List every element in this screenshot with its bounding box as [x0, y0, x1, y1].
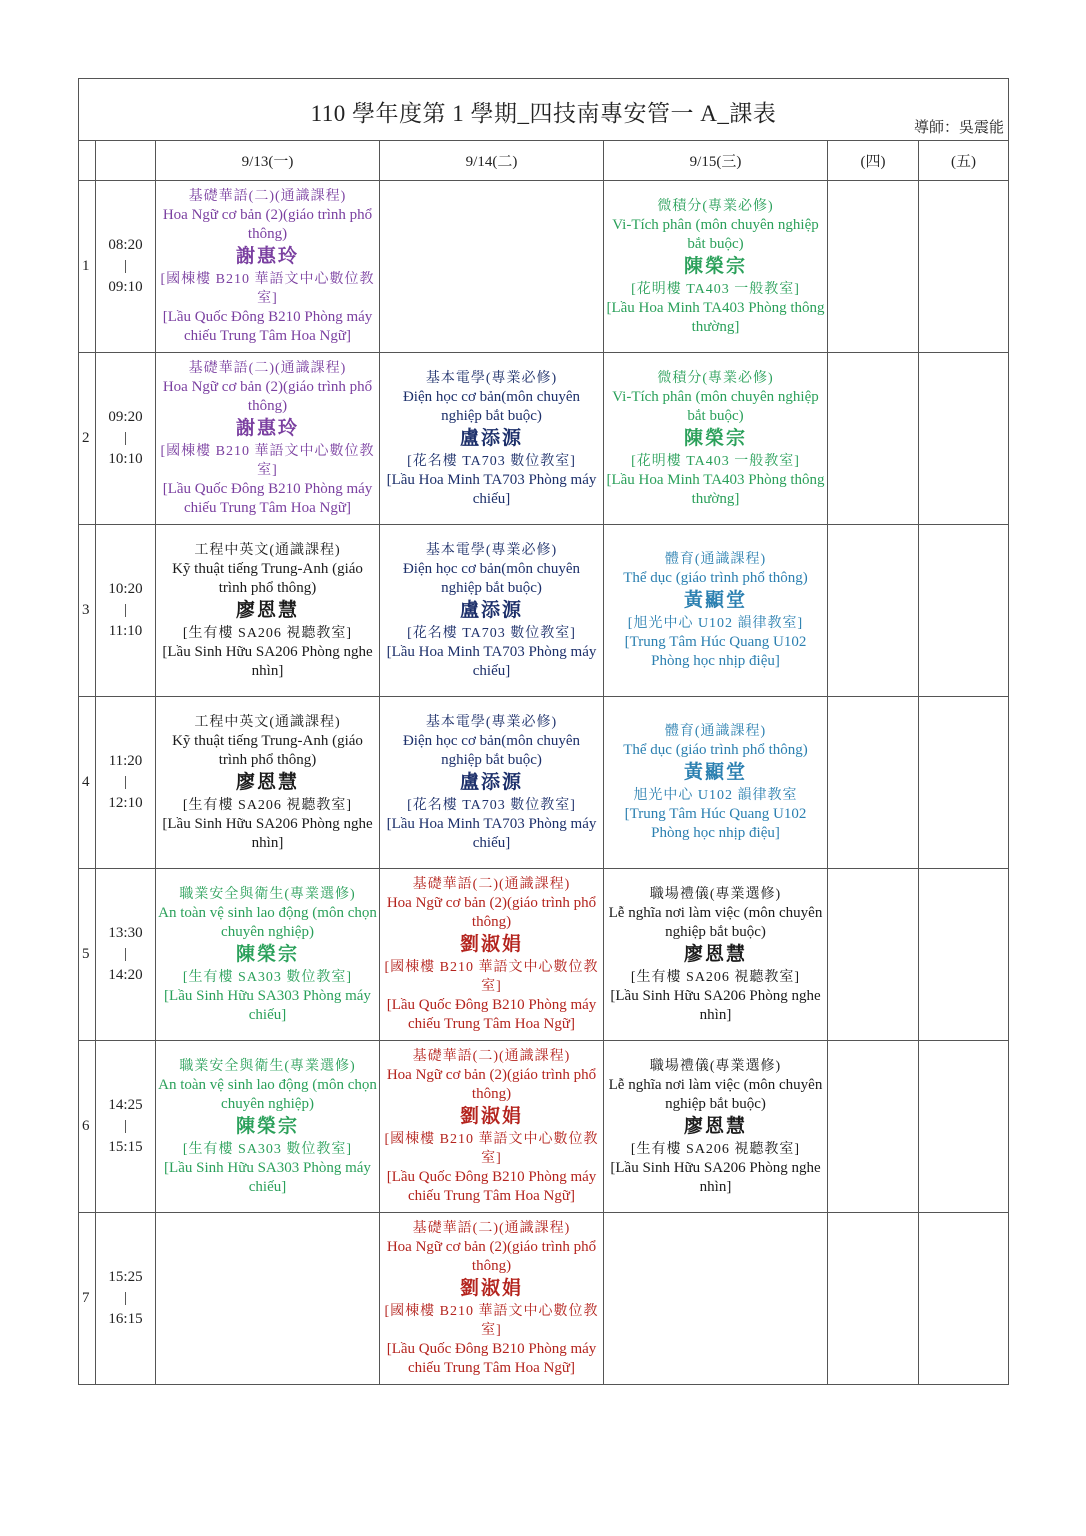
course-cell-fri — [919, 697, 1009, 869]
period-time — [96, 697, 156, 869]
course-cell-thu — [828, 697, 919, 869]
period-time — [96, 1041, 156, 1213]
room-cn: [生有樓 SA303 數位教室] — [182, 969, 353, 985]
course-name-vi: Vi-Tích phân (môn chuyên nghiệp bắt buộc) — [612, 216, 819, 252]
period-row — [79, 353, 1009, 525]
period-time-start: 14:25 — [108, 1097, 143, 1113]
period-time-start: 10:20 — [108, 581, 143, 597]
course-cell-tue — [380, 1041, 604, 1213]
room-cn: [生有樓 SA206 視聽教室] — [630, 1141, 801, 1157]
header-row — [79, 141, 1009, 181]
period-row — [79, 1213, 1009, 1385]
course-cell-tue — [380, 869, 604, 1041]
course-cell-tue — [380, 525, 604, 697]
room-cn: [花名樓 TA703 數位教室] — [407, 625, 576, 641]
period-time-sep: | — [123, 1290, 127, 1306]
teacher-name: 陳榮宗 — [235, 1115, 299, 1137]
period-row — [79, 525, 1009, 697]
teacher-name: 廖恩慧 — [683, 943, 747, 965]
period-time — [96, 525, 156, 697]
course-name-cn: 職場禮儀(專業選修) — [649, 886, 782, 902]
period-time-start: 15:25 — [108, 1269, 143, 1285]
course-cell-mon — [156, 525, 380, 697]
course-cell-thu — [828, 181, 919, 353]
course-cell-tue — [380, 181, 604, 353]
period-time-start: 08:20 — [108, 237, 143, 253]
teacher-name: 盧添源 — [459, 771, 523, 793]
course-name-cn: 基礎華語(二)(通識課程) — [412, 1049, 571, 1064]
course-cell-mon — [156, 353, 380, 525]
course-name-cn: 體育(通識課程) — [664, 724, 767, 739]
period-time-sep: | — [123, 946, 127, 962]
course-cell-mon — [156, 697, 380, 869]
course-cell-fri — [919, 1041, 1009, 1213]
room-vi: [Lầu Quốc Đông B210 Phòng máy chiếu Trung Tâm Hoa Ngữ] — [386, 1169, 597, 1204]
period-row — [79, 869, 1009, 1041]
teacher-name: 廖恩慧 — [235, 771, 299, 793]
teacher-name: 陳榮宗 — [683, 255, 747, 277]
teacher-name: 廖恩慧 — [235, 599, 299, 621]
course-cell-thu — [828, 1213, 919, 1385]
course-name-cn: 基礎華語(二)(通識課程) — [412, 1221, 571, 1236]
course-cell-tue — [380, 697, 604, 869]
room-vi: [Lầu Quốc Đông B210 Phòng máy chiếu Trung Tâm Hoa Ngữ] — [162, 309, 373, 344]
period-time-start: 11:20 — [108, 753, 143, 769]
period-number: 5 — [79, 869, 96, 1041]
period-time-end: 09:10 — [108, 279, 143, 295]
course-name-cn: 微積分(專業必修) — [657, 370, 774, 386]
course-cell-wed — [604, 1213, 828, 1385]
period-time-sep: | — [123, 774, 127, 790]
course-cell-wed — [604, 869, 828, 1041]
room-cn: [國棟樓 B210 華語文中心數位教室] — [160, 272, 375, 306]
room-vi: [Trung Tâm Húc Quang U102 Phòng học nhịp điệu] — [624, 806, 807, 841]
page-title: 110 學年度第 1 學期_四技南專安管一 A_課表 — [310, 101, 777, 126]
teacher-name: 劉淑娟 — [459, 934, 523, 955]
course-cell-fri — [919, 1213, 1009, 1385]
period-time — [96, 353, 156, 525]
period-time-sep: | — [123, 602, 127, 618]
tutor-label: 導師：吳震能 — [914, 120, 1005, 136]
room-vi: [Lầu Hoa Minh TA703 Phòng máy chiếu] — [386, 815, 597, 851]
room-vi: [Lầu Hoa Minh TA403 Phòng thông thường] — [606, 299, 825, 335]
teacher-name: 黃顯堂 — [683, 590, 747, 611]
room-vi: [Lầu Quốc Đông B210 Phòng máy chiếu Trung Tâm Hoa Ngữ] — [386, 1341, 597, 1376]
timetable — [78, 78, 1009, 1385]
room-vi: [Lầu Sinh Hữu SA206 Phòng nghe nhìn] — [610, 987, 821, 1023]
room-cn: [生有樓 SA303 數位教室] — [182, 1141, 353, 1157]
course-name-cn: 微積分(專業必修) — [657, 198, 774, 214]
course-name-vi: Lễ nghĩa nơi làm việc (môn chuyên nghiệp bắt buộc) — [608, 904, 823, 940]
period-time-sep: | — [123, 430, 127, 446]
teacher-name: 廖恩慧 — [683, 1115, 747, 1137]
room-vi: [Lầu Sinh Hữu SA303 Phòng máy chiếu] — [164, 1159, 371, 1195]
teacher-name: 謝惠玲 — [235, 246, 299, 267]
timetable-sheet — [78, 78, 1008, 1376]
day-header-mon: 9/13(一) — [156, 141, 380, 181]
course-name-cn: 職業安全與衛生(專業選修) — [179, 1058, 356, 1074]
course-cell-fri — [919, 353, 1009, 525]
teacher-name: 劉淑娟 — [459, 1106, 523, 1127]
course-name-vi: An toàn vệ sinh lao động (môn chọn chuyên nghiệp) — [158, 904, 377, 940]
room-vi: [Lầu Hoa Minh TA403 Phòng thông thường] — [606, 471, 825, 507]
room-cn: [國棟樓 B210 華語文中心數位教室] — [384, 1132, 599, 1166]
course-name-cn: 工程中英文(通識課程) — [194, 714, 341, 730]
period-time-start: 09:20 — [108, 409, 143, 425]
period-time — [96, 869, 156, 1041]
room-cn: [國棟樓 B210 華語文中心數位教室] — [384, 1304, 599, 1338]
period-time-sep: | — [123, 258, 127, 274]
room-cn: [旭光中心 U102 韻律教室] — [627, 616, 804, 631]
course-cell-wed — [604, 353, 828, 525]
course-cell-fri — [919, 181, 1009, 353]
course-name-vi: An toàn vệ sinh lao động (môn chọn chuyên nghiệp) — [158, 1076, 377, 1112]
course-cell-thu — [828, 353, 919, 525]
course-name-cn: 基礎華語(二)(通識課程) — [188, 189, 347, 204]
day-header-tue: 9/14(二) — [380, 141, 604, 181]
course-name-cn: 職業安全與衛生(專業選修) — [179, 886, 356, 902]
period-row — [79, 697, 1009, 869]
course-name-vi: Lễ nghĩa nơi làm việc (môn chuyên nghiệp bắt buộc) — [608, 1076, 823, 1112]
course-cell-fri — [919, 869, 1009, 1041]
period-time-end: 11:10 — [108, 623, 143, 639]
room-cn: [生有樓 SA206 視聽教室] — [182, 797, 353, 813]
room-cn: [國棟樓 B210 華語文中心數位教室] — [384, 960, 599, 994]
room-vi: [Lầu Quốc Đông B210 Phòng máy chiếu Trung Tâm Hoa Ngữ] — [162, 481, 373, 516]
teacher-name: 謝惠玲 — [235, 418, 299, 439]
period-time-end: 16:15 — [108, 1311, 143, 1327]
period-number: 1 — [79, 181, 96, 353]
course-cell-fri — [919, 525, 1009, 697]
teacher-name: 盧添源 — [459, 427, 523, 449]
course-name-cn: 基本電學(專業必修) — [425, 714, 558, 730]
room-cn: [國棟樓 B210 華語文中心數位教室] — [160, 444, 375, 478]
course-name-cn: 基礎華語(二)(通識課程) — [412, 877, 571, 892]
course-cell-mon — [156, 869, 380, 1041]
course-cell-mon — [156, 1041, 380, 1213]
course-name-cn: 體育(通識課程) — [664, 552, 767, 567]
room-vi: [Lầu Sinh Hữu SA206 Phòng nghe nhìn] — [162, 643, 373, 679]
title-cell — [79, 79, 1009, 141]
period-number: 4 — [79, 697, 96, 869]
room-vi: [Lầu Sinh Hữu SA303 Phòng máy chiếu] — [164, 987, 371, 1023]
course-cell-wed — [604, 1041, 828, 1213]
course-cell-wed — [604, 525, 828, 697]
teacher-name: 陳榮宗 — [235, 943, 299, 965]
course-name-vi: Điện học cơ bản(môn chuyên nghiệp bắt buộc) — [402, 560, 581, 596]
course-name-vi: Thể dục (giáo trình phổ thông) — [623, 570, 808, 586]
course-cell-thu — [828, 1041, 919, 1213]
room-cn: [花明樓 TA403 一般教室] — [631, 453, 800, 469]
period-row — [79, 1041, 1009, 1213]
course-name-vi: Kỹ thuật tiếng Trung-Anh (giáo trình phổ thông) — [172, 560, 363, 596]
course-name-cn: 基本電學(專業必修) — [425, 370, 558, 386]
course-cell-tue — [380, 1213, 604, 1385]
course-name-vi: Điện học cơ bản(môn chuyên nghiệp bắt buộc) — [402, 388, 581, 424]
room-vi: [Lầu Quốc Đông B210 Phòng máy chiếu Trung Tâm Hoa Ngữ] — [386, 997, 597, 1032]
period-number: 6 — [79, 1041, 96, 1213]
course-name-vi: Vi-Tích phân (môn chuyên nghiệp bắt buộc) — [612, 388, 819, 424]
period-row — [79, 181, 1009, 353]
room-cn: [生有樓 SA206 視聽教室] — [182, 625, 353, 641]
course-cell-wed — [604, 697, 828, 869]
course-name-vi: Hoa Ngữ cơ bản (2)(giáo trình phổ thông) — [162, 379, 373, 414]
room-cn: [花明樓 TA403 一般教室] — [631, 281, 800, 297]
period-time — [96, 1213, 156, 1385]
course-name-cn: 基本電學(專業必修) — [425, 542, 558, 558]
room-cn: [花名樓 TA703 數位教室] — [407, 453, 576, 469]
course-cell-wed — [604, 181, 828, 353]
header-blank-2 — [96, 141, 156, 181]
room-cn: [花名樓 TA703 數位教室] — [407, 797, 576, 813]
course-name-vi: Hoa Ngữ cơ bản (2)(giáo trình phổ thông) — [162, 207, 373, 242]
period-time-start: 13:30 — [108, 925, 143, 941]
period-time-end: 12:10 — [108, 795, 143, 811]
period-number: 7 — [79, 1213, 96, 1385]
period-time-end: 15:15 — [108, 1139, 143, 1155]
header-blank-1 — [79, 141, 96, 181]
period-time — [96, 181, 156, 353]
room-cn: 旭光中心 U102 韻律教室 — [633, 788, 798, 803]
course-cell-thu — [828, 525, 919, 697]
room-vi: [Trung Tâm Húc Quang U102 Phòng học nhịp điệu] — [624, 634, 807, 669]
course-name-cn: 基礎華語(二)(通識課程) — [188, 361, 347, 376]
teacher-name: 黃顯堂 — [683, 762, 747, 783]
course-name-vi: Hoa Ngữ cơ bản (2)(giáo trình phổ thông) — [386, 1239, 597, 1274]
course-cell-thu — [828, 869, 919, 1041]
room-vi: [Lầu Sinh Hữu SA206 Phòng nghe nhìn] — [610, 1159, 821, 1195]
room-vi: [Lầu Hoa Minh TA703 Phòng máy chiếu] — [386, 471, 597, 507]
course-name-vi: Thể dục (giáo trình phổ thông) — [623, 742, 808, 758]
course-cell-mon — [156, 1213, 380, 1385]
course-name-vi: Hoa Ngữ cơ bản (2)(giáo trình phổ thông) — [386, 1067, 597, 1102]
day-header-thu: (四) — [828, 141, 919, 181]
course-cell-mon — [156, 181, 380, 353]
course-name-vi: Điện học cơ bản(môn chuyên nghiệp bắt buộc) — [402, 732, 581, 768]
course-name-vi: Hoa Ngữ cơ bản (2)(giáo trình phổ thông) — [386, 895, 597, 930]
room-vi: [Lầu Sinh Hữu SA206 Phòng nghe nhìn] — [162, 815, 373, 851]
course-name-cn: 工程中英文(通識課程) — [194, 542, 341, 558]
period-number: 3 — [79, 525, 96, 697]
day-header-fri: (五) — [919, 141, 1009, 181]
room-cn: [生有樓 SA206 視聽教室] — [630, 969, 801, 985]
teacher-name: 陳榮宗 — [683, 427, 747, 449]
period-number: 2 — [79, 353, 96, 525]
period-time-end: 10:10 — [108, 451, 143, 467]
teacher-name: 劉淑娟 — [459, 1278, 523, 1299]
teacher-name: 盧添源 — [459, 599, 523, 621]
period-time-end: 14:20 — [108, 967, 143, 983]
course-cell-tue — [380, 353, 604, 525]
day-header-wed: 9/15(三) — [604, 141, 828, 181]
course-name-cn: 職場禮儀(專業選修) — [649, 1058, 782, 1074]
course-name-vi: Kỹ thuật tiếng Trung-Anh (giáo trình phổ thông) — [172, 732, 363, 768]
room-vi: [Lầu Hoa Minh TA703 Phòng máy chiếu] — [386, 643, 597, 679]
period-time-sep: | — [123, 1118, 127, 1134]
